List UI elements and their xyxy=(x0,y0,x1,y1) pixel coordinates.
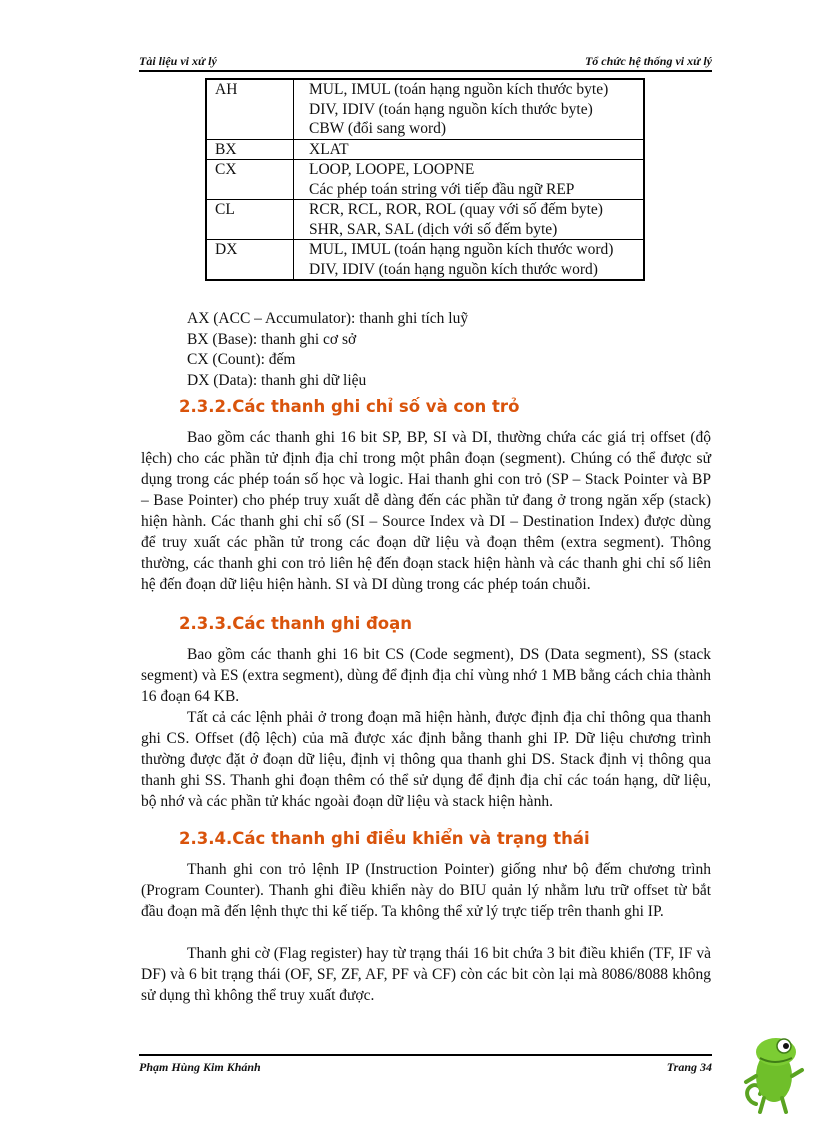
table-cell-operations xyxy=(294,160,645,200)
paragraph: Thanh ghi con trỏ lệnh IP (Instruction Pointer) giống như bộ đếm chương trình (Program Counter). Thanh ghi điều khiển này do BIU quản lý nhằm lưu trữ offset từ bắt đầu đoạn mã đến lệnh thực thi kế tiếp. Ta không thể xử lý trực tiếp trên thanh ghi IP. xyxy=(141,861,711,920)
operation-line: XLAT xyxy=(309,140,349,158)
register-list-item: DX (Data): thanh ghi dữ liệu xyxy=(187,371,367,389)
header-right: Tổ chức hệ thống vi xử lý xyxy=(584,54,712,68)
footer-author: Phạm Hùng Kim Khánh xyxy=(139,1060,261,1074)
register-list xyxy=(187,309,468,391)
paragraph: Bao gồm các thanh ghi 16 bit SP, BP, SI và DI, thường chứa các giá trị offset (độ lệch) cho các phần tử định địa chỉ trong một phân đoạn (segment). Chúng có thể được sử dụng trong các phép toán số học và logic. Hai thanh ghi con trỏ (SP – Stack Pointer và BP – Base Pointer) cho phép truy xuất dễ dàng đến các phần tử đang ở trong ngăn xếp (stack) hiện hành. Các thanh ghi chỉ số (SI – Source Index và DI – Destination Index) được dùng để truy xuất các phần tử trong các đoạn dữ liệu và đoạn thêm (extra segment). Thông thường, các thanh ghi con trỏ liên hệ đến đoạn stack hiện hành và các thanh ghi chỉ số liên hệ đến đoạn dữ liệu hiện hành. SI và DI dùng trong các phép toán chuỗi. xyxy=(141,429,711,593)
register-list-item: AX (ACC – Accumulator): thanh ghi tích luỹ xyxy=(187,310,469,327)
operation-line: SHR, SAR, SAL (dịch với số đếm byte) xyxy=(309,220,558,238)
table-row xyxy=(206,139,644,160)
table-row xyxy=(206,160,644,200)
operation-line: Các phép toán string với tiếp đầu ngữ REP xyxy=(309,180,575,198)
register-list-item: CX (Count): đếm xyxy=(187,351,296,368)
operation-line: RCR, RCL, ROR, ROL (quay với số đếm byte) xyxy=(309,201,603,218)
paragraph: Tất cả các lệnh phải ở trong đoạn mã hiện hành, được định địa chỉ thông qua thanh ghi CS. Offset (độ lệch) của mã được xác định bằng thanh ghi IP. Dữ liệu chương trình thường được đặt ở đoạn dữ liệu, định vị thông qua thanh ghi DS. Stack định vị thông qua thanh ghi SS. Thanh ghi đoạn thêm có thể sử dụng để định địa chỉ các toán hạng, dữ liệu, bộ nhớ và các phần tử khác ngoài đoạn dữ liệu và stack hiện hành. xyxy=(141,709,711,810)
operation-line: DIV, IDIV (toán hạng nguồn kích thước byte) xyxy=(309,100,593,118)
section-heading-2-3-4: 2.3.4.Các thanh ghi điều khiển và trạng thái xyxy=(179,829,590,848)
table-row xyxy=(206,240,644,281)
page-header xyxy=(139,54,712,72)
chameleon-mascot-icon xyxy=(738,1032,810,1117)
table-cell-operations xyxy=(294,79,645,139)
table-cell-register: DX xyxy=(206,240,294,281)
operation-line: MUL, IMUL (toán hạng nguồn kích thước word) xyxy=(309,241,614,258)
paragraph: Thanh ghi cờ (Flag register) hay từ trạng thái 16 bit chứa 3 bit điều khiển (TF, IF và DF) và 6 bit trạng thái (OF, SF, ZF, AF, PF và CF) còn các bit còn lại mà 8086/8088 không sử dụng thì không thể truy xuất được. xyxy=(141,945,711,1004)
paragraph: Bao gồm các thanh ghi 16 bit CS (Code segment), DS (Data segment), SS (stack segment) và ES (extra segment), dùng để định địa chỉ vùng nhớ 1 MB bằng cách chia thành 16 đoạn 64 KB. xyxy=(141,646,711,705)
table-cell-register: CX xyxy=(206,160,294,200)
register-list-item: BX (Base): thanh ghi cơ sở xyxy=(187,330,357,348)
table-cell-operations xyxy=(294,139,645,160)
table-row xyxy=(206,79,644,139)
operation-line: LOOP, LOOPE, LOOPNE xyxy=(309,161,475,178)
table-cell-operations xyxy=(294,200,645,240)
section-heading-2-3-2: 2.3.2.Các thanh ghi chỉ số và con trỏ xyxy=(179,397,520,416)
operation-line: CBW (đổi sang word) xyxy=(309,120,447,137)
table-cell-register: AH xyxy=(206,79,294,139)
operation-line: DIV, IDIV (toán hạng nguồn kích thước word) xyxy=(309,260,598,278)
footer-page-number: Trang 34 xyxy=(666,1060,712,1074)
register-usage-table xyxy=(205,78,645,281)
table-row xyxy=(206,200,644,240)
page-footer xyxy=(139,1054,712,1072)
section-heading-2-3-3: 2.3.3.Các thanh ghi đoạn xyxy=(179,614,413,633)
header-left: Tài liệu vi xử lý xyxy=(139,54,217,68)
table-cell-register: CL xyxy=(206,200,294,240)
table-cell-operations xyxy=(294,240,645,281)
operation-line: MUL, IMUL (toán hạng nguồn kích thước byte) xyxy=(309,81,609,98)
table-cell-register: BX xyxy=(206,139,294,160)
